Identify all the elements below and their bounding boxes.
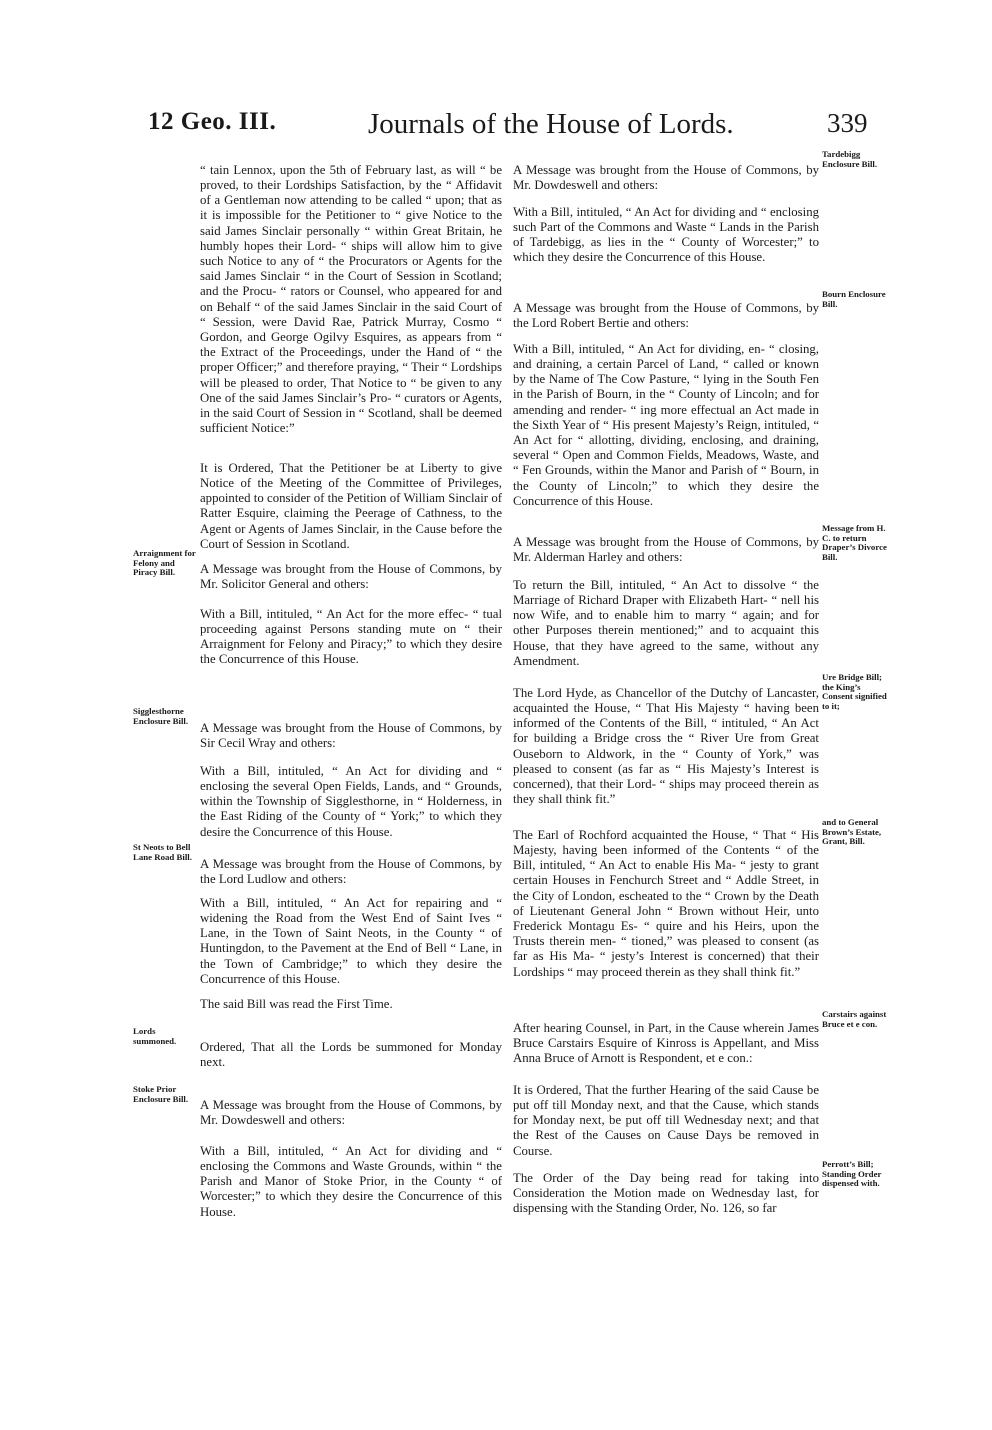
paragraph-petition-continued: “ tain Lennox, upon the 5th of February last, as will “ be proved, to their Lordships Satisfaction, by the “ Affidavit of a Gentleman now attending to be called “ upon; that as it is impossible for the Petitioner to “ give Notice to the said James Sinclair personally “ within Great Britain, he humbly hopes their Lord- “ ships will allow him to give such Notice to any of “ the Procurators or Agents for the said James Sinclair “ in the Court of Session in Scotland; and the Procu- “ rators or Counsel, who appeared for and on Behalf “ of the said James Sinclair in the said Court of “ Session, were David Rae, Patrick Murray, Cosmo “ Gordon, and George Ogilvy Esquires, as appears from “ the Extract of the Proceedings, under the Hand of “ the proper Officer;” and therefore praying, “ Their “ Lordships will be pleased to order, That Notice to “ be given to any One of the said James Sinclair’s Pro- “ curators or Agents, in the said Court of Session in “ Scotland, shall be deemed sufficient Notice:” (200, 162, 502, 436)
margin-note-lords-summoned: Lords summoned. (133, 1026, 177, 1046)
margin-note-draper-divorce: Message from H. C. to return Draper’s Divorce Bill. (822, 523, 887, 562)
margin-note-ure-bridge: Ure Bridge Bill; the King’s Consent signified to it; (822, 672, 887, 711)
paragraph-message-dowdeswell: A Message was brought from the House of Commons, by Mr. Dowdeswell and others: (200, 1097, 502, 1127)
paragraph-message-dowdeswell-right: A Message was brought from the House of Commons, by Mr. Dowdeswell and others: (513, 162, 819, 192)
paragraph-first-reading: The said Bill was read the First Time. (200, 996, 393, 1011)
margin-note-tardebigg: Tardebigg Enclosure Bill. (822, 149, 878, 169)
margin-note-stoke-prior: Stoke Prior Enclosure Bill. (133, 1084, 189, 1104)
margin-note-st-neots: St Neots to Bell Lane Road Bill. (133, 842, 192, 862)
paragraph-bourn-bill: With a Bill, intituled, “ An Act for dividing, en- “ closing, and draining, a certain Parcel of Land, “ called or known by the Name of The Cow Pasture, “ lying in the South Fen in the Parish of Bourn, in the “ County of Lincoln; and for amending and render- “ ing more effectual an Act made in the Sixth Year of “ His present Majesty’s Reign, intituled, “ An Act for “ allotting, dividing, enclosing, and draining, several “ Open and Common Fields, Meadows, Waste, and “ Fen Grounds, within the Manor and Parish of “ Bourn, in the County of Lincoln;” to which they desire the Concurrence of this House. (513, 341, 819, 508)
paragraph-st-neots-bill: With a Bill, intituled, “ An Act for repairing and “ widening the Road from the West End of Saint Ives “ Lane, in the Town of Saint Neots, in the County “ of Huntingdon, to the Pavement at the End of Bell “ Lane, in the Town of Cambridge;” to which they desire the Concurrence of this House. (200, 895, 502, 986)
margin-note-arraignment: Arraignment for Felony and Piracy Bill. (133, 548, 196, 578)
header-journal-title: Journals of the House of Lords. (368, 108, 734, 140)
paragraph-message-cecil-wray: A Message was brought from the House of Commons, by Sir Cecil Wray and others: (200, 720, 502, 750)
paragraph-message-robert-bertie: A Message was brought from the House of Commons, by the Lord Robert Bertie and others: (513, 300, 819, 330)
paragraph-carstairs-hearing: After hearing Counsel, in Part, in the Cause wherein James Bruce Carstairs Esquire of Kinross is Appellant, and Miss Anna Bruce of Arnott is Respondent, et e con.: (513, 1020, 819, 1066)
header-regnal-year: 12 Geo. III. (148, 108, 277, 135)
running-header (0, 108, 992, 148)
paragraph-ordered-notice: It is Ordered, That the Petitioner be at Liberty to give Notice of the Meeting of the Committee of Privileges, appointed to consider of the Petition of William Sinclair of Ratter Esquire, claiming the Peerage of Cathness, to the Agent or Agents of James Sinclair, in the Cause before the Court of Session in Scotland. (200, 460, 502, 551)
paragraph-lords-summoned: Ordered, That all the Lords be summoned for Monday next. (200, 1039, 502, 1069)
margin-note-sigglesthorne: Sigglesthorne Enclosure Bill. (133, 706, 189, 726)
page-number: 339 (827, 108, 868, 138)
paragraph-lord-hyde-ure-bridge: The Lord Hyde, as Chancellor of the Dutchy of Lancaster, acquainted the House, “ That His Majesty “ having been informed of the Contents of the Bill, “ intituled, “ An Act for building a Bridge cross the “ River Ure from Great Ouseborn to Aldwork, in the “ County of York,” was pleased to consent (as far as “ His Majesty’s Interest is concerned), that their Lord- “ ships may proceed therein as they shall think fit.” (513, 685, 819, 807)
paragraph-message-alderman-harley: A Message was brought from the House of Commons, by Mr. Alderman Harley and others: (513, 534, 819, 564)
paragraph-message-solicitor-general: A Message was brought from the House of Commons, by Mr. Solicitor General and others: (200, 561, 502, 591)
margin-note-brown-estate: and to General Brown’s Estate, Grant, Bill. (822, 817, 882, 847)
paragraph-ordered-further-hearing: It is Ordered, That the further Hearing of the said Cause be put off till Monday next, and that the Cause, which stands for Monday next, be put off till Wednesday next; and that the Rest of the Causes on Cause Days be removed in Course. (513, 1082, 819, 1158)
paragraph-tardebigg-bill: With a Bill, intituled, “ An Act for dividing and “ enclosing such Part of the Commons and Waste “ Lands in the Parish of Tardebigg, as lies in the “ County of Worcester;” to which they desire the Concurrence of this House. (513, 204, 819, 265)
paragraph-earl-rochford: The Earl of Rochford acquainted the House, “ That “ His Majesty, having been informed of the Contents “ of the Bill, intituled, “ An Act to enable His Ma- “ jesty to grant certain Houses in Fenchurch Street and “ Addle Street, in the City of London, escheated to the “ Crown by the Death of Lieutenant General John “ Brown without Heir, unto Frederick Montagu Es- “ quire and his Heirs, upon the Trusts therein men- “ tioned,” was pleased to consent (as far as His Ma- “ jesty’s Interest is concerned) that their Lordships “ may proceed therein as they shall think fit.” (513, 827, 819, 979)
margin-note-bourn: Bourn Enclosure Bill. (822, 289, 886, 309)
paragraph-sigglesthorne-bill: With a Bill, intituled, “ An Act for dividing and “ enclosing the several Open Fields, Lands, and “ Grounds, within the Township of Sigglesthorne, in “ Holderness, in the East Riding of the County of “ York;” to which they desire the Concurrence of this House. (200, 763, 502, 839)
margin-note-carstairs: Carstairs against Bruce et e con. (822, 1009, 887, 1029)
paragraph-arraignment-bill: With a Bill, intituled, “ An Act for the more effec- “ tual proceeding against Persons standing mute on “ their Arraignment for Felony and Piracy;” to which they desire the Concurrence of this House. (200, 606, 502, 667)
paragraph-order-of-the-day: The Order of the Day being read for taking into Consideration the Motion made on Wednesday last, for dispensing with the Standing Order, No. 126, so far (513, 1170, 819, 1216)
paragraph-stoke-prior-bill: With a Bill, intituled, “ An Act for dividing and “ enclosing the Commons and Waste Grounds, within “ the Parish and Manor of Stoke Prior, in the County “ of Worcester;” to which they desire the Concurrence of this House. (200, 1143, 502, 1219)
paragraph-draper-divorce-bill: To return the Bill, intituled, “ An Act to dissolve “ the Marriage of Richard Draper with Elizabeth Hart- “ nell his now Wife, and to enable him to marry “ again; and for other Purposes therein mentioned;” and to acquaint this House, that they have agreed to the same, without any Amendment. (513, 577, 819, 668)
paragraph-message-lord-ludlow: A Message was brought from the House of Commons, by the Lord Ludlow and others: (200, 856, 502, 886)
margin-note-perrott: Perrott’s Bill; Standing Order dispensed with. (822, 1159, 882, 1189)
